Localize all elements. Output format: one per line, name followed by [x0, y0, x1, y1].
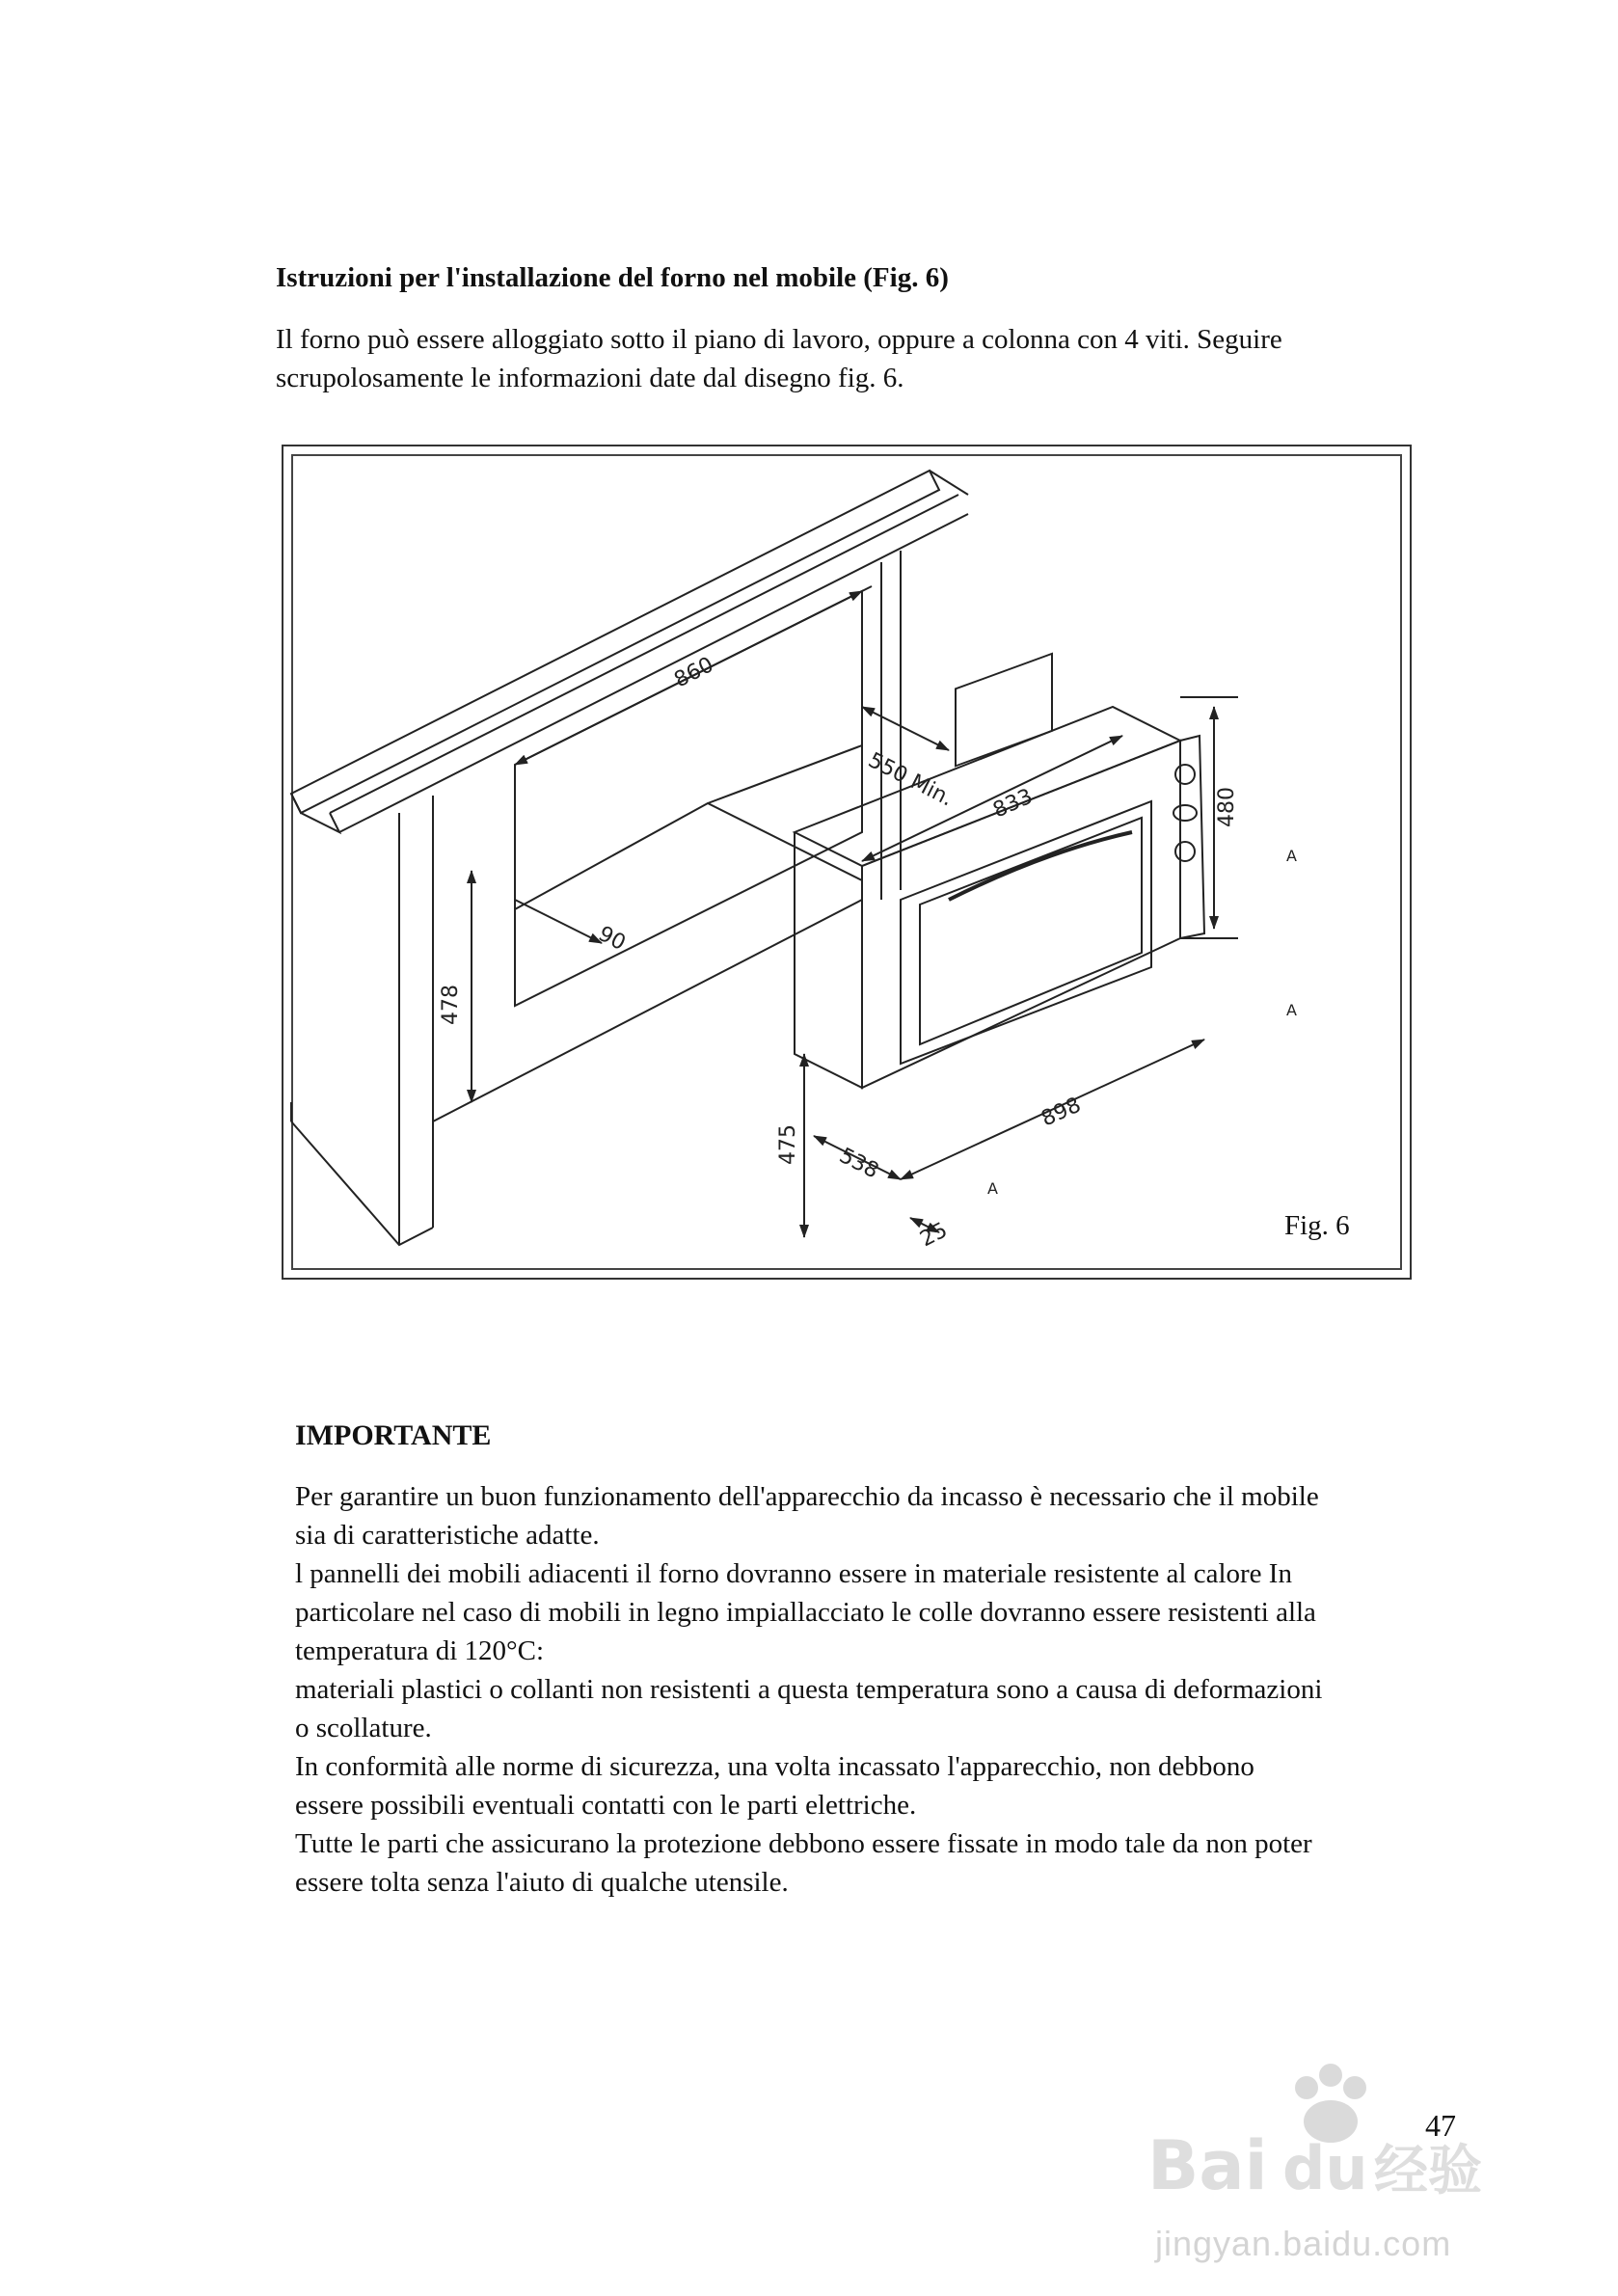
intro-line: scrupolosamente le informazioni date dal disegno fig. 6. [276, 363, 904, 393]
intro-line: Il forno può essere alloggiato sotto il piano di lavoro, oppure a colonna con 4 viti. Seguire [276, 324, 1282, 355]
control-knob [1175, 842, 1195, 861]
important-line: sia di caratteristiche adatte. [295, 1520, 600, 1551]
important-line: In conformità alle norme di sicurezza, una volta incassato l'apparecchio, non debbono [295, 1751, 1254, 1782]
important-line: materiali plastici o collanti non resistenti a questa temperatura sono a causa di deformazioni [295, 1674, 1323, 1705]
dim-833: 833 [989, 784, 1037, 824]
dim-898: 898 [1038, 1093, 1085, 1132]
oven-body [795, 707, 1180, 866]
important-line: o scollature. [295, 1713, 432, 1743]
intro-paragraph [276, 320, 1481, 397]
dim-860: 860 [670, 653, 718, 693]
section-heading: Istruzioni per l'installazione del forno nel mobile (Fig. 6) [276, 262, 949, 293]
installation-drawing [283, 446, 1414, 1282]
watermark-cn: 经验 [1374, 2140, 1482, 2202]
important-line: Per garantire un buon funzionamento dell'apparecchio da incasso è necessario che il mobile [295, 1481, 1319, 1512]
important-line: essere tolta senza l'aiuto di qualche utensile. [295, 1867, 789, 1898]
oven-handle [949, 832, 1132, 900]
dim-25: 25 [916, 1218, 952, 1253]
countertop [291, 471, 939, 813]
dim-480: 480 [1215, 787, 1239, 827]
dim-550: 550 Min. [864, 748, 957, 812]
watermark-url: jingyan.baidu.com [1155, 2224, 1452, 2263]
dim-538: 538 [835, 1144, 883, 1184]
important-line: essere possibili eventuali contatti con le parti elettriche. [295, 1790, 917, 1821]
important-line: Tutte le parti che assicurano la protezione debbono essere fissate in modo tale da non poter [295, 1828, 1312, 1859]
paw-icon [1295, 2076, 1318, 2099]
watermark-brand-suffix: du [1282, 2133, 1368, 2203]
control-knob [1175, 765, 1195, 784]
page-number: 47 [1425, 2108, 1456, 2143]
figure-label: Fig. 6 [1284, 1210, 1350, 1241]
dim-90: 90 [594, 922, 630, 957]
section-mark-a: A [1286, 847, 1297, 865]
watermark-brand: Bai [1147, 2126, 1268, 2205]
section-mark-a: A [1286, 1001, 1297, 1019]
important-line: l pannelli dei mobili adiacenti il forno dovranno essere in materiale resistente al calore In [295, 1558, 1292, 1589]
important-paragraph [295, 1477, 1500, 1902]
important-line: particolare nel caso di mobili in legno impiallacciato le colle dovranno essere resistenti alla [295, 1597, 1316, 1628]
dim-475: 475 [776, 1124, 800, 1165]
figure-6-frame [282, 445, 1412, 1280]
important-title: IMPORTANTE [295, 1419, 492, 1451]
dim-478: 478 [439, 985, 463, 1025]
oven-door [901, 801, 1151, 1064]
important-line: temperatura di 120°C: [295, 1635, 545, 1666]
section-mark-a: A [987, 1179, 998, 1198]
